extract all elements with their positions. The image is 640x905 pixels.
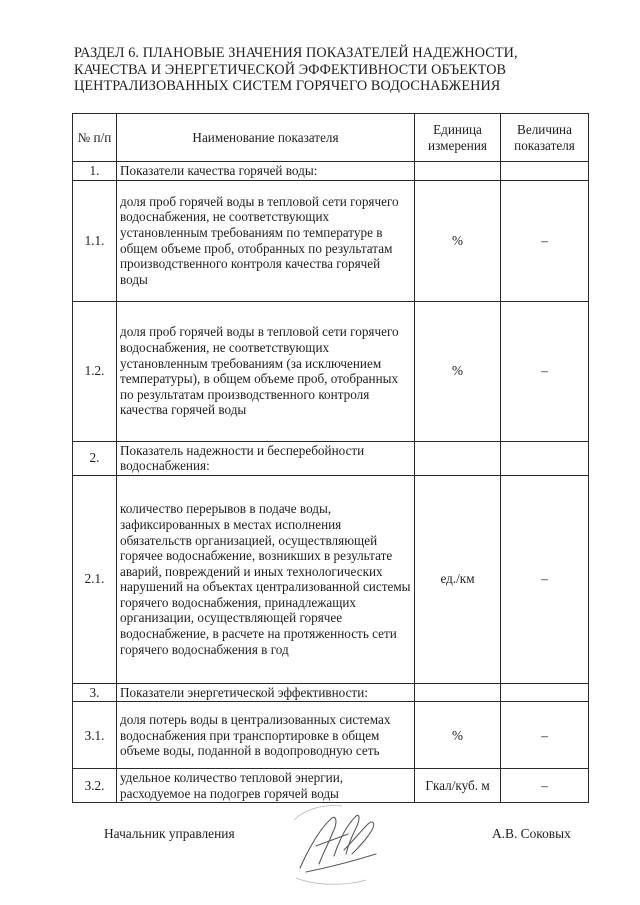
- table-header-row: [73, 114, 589, 162]
- row-unit: [415, 683, 501, 702]
- row-num: 1.2.: [73, 301, 117, 441]
- row-value: [501, 162, 589, 181]
- heading-line-3: ЦЕНТРАЛИЗОВАННЫХ СИСТЕМ ГОРЯЧЕГО ВОДОСНАБЖЕНИЯ: [74, 78, 501, 94]
- table-row: [73, 441, 589, 475]
- row-num: 3.: [73, 683, 117, 702]
- row-unit: Гкал/куб. м: [415, 769, 501, 803]
- table-row: [73, 683, 589, 702]
- table-row: [73, 475, 589, 683]
- row-num: 1.1.: [73, 180, 117, 301]
- table-row: [73, 301, 589, 441]
- row-num: 2.: [73, 441, 117, 475]
- row-name: Показатели качества горячей воды:: [117, 162, 415, 181]
- heading-line-2: КАЧЕСТВА И ЭНЕРГЕТИЧЕСКОЙ ЭФФЕКТИВНОСТИ ОБЪЕКТОВ: [74, 61, 507, 78]
- row-num: 2.1.: [73, 475, 117, 683]
- row-name: Показатели энергетической эффективности:: [117, 683, 415, 702]
- row-name: Показатель надежности и бесперебойности водоснабжения:: [117, 441, 415, 475]
- header-name: Наименование показателя: [117, 114, 415, 162]
- row-unit: %: [415, 180, 501, 301]
- row-name: удельное количество тепловой энергии, расходуемое на подогрев горячей воды: [117, 769, 415, 803]
- signer-name: А.В. Соковых: [492, 826, 571, 841]
- header-num: № п/п: [73, 114, 117, 162]
- row-name: доля проб горячей воды в тепловой сети горячего водоснабжения, не соответствующих установленным требованиям по температуре в общем объеме проб, отобранных по результатам производственного контроля качества горячей воды: [117, 180, 415, 301]
- table-row: [73, 702, 589, 769]
- row-num: 3.1.: [73, 702, 117, 769]
- row-num: 3.2.: [73, 769, 117, 803]
- row-value: –: [501, 301, 589, 441]
- row-value: –: [501, 475, 589, 683]
- header-unit: Единица измерения: [415, 114, 501, 162]
- row-value: –: [501, 702, 589, 769]
- row-unit: ед./км: [415, 475, 501, 683]
- row-num: 1.: [73, 162, 117, 181]
- row-unit: %: [415, 702, 501, 769]
- signer-position: Начальник управления: [104, 826, 235, 841]
- row-value: –: [501, 769, 589, 803]
- row-unit: [415, 162, 501, 181]
- row-name: доля проб горячей воды в тепловой сети горячего водоснабжения, не соответствующих установленным требованиям (за исключением температуры), в общем объеме проб, отобранных по результатам производственного контроля качества горячей воды: [117, 301, 415, 441]
- row-name: доля потерь воды в централизованных системах водоснабжения при транспортировке в общем объеме воды, поданной в водопроводную сеть: [117, 702, 415, 769]
- handwritten-signature: [286, 798, 390, 888]
- table-row: [73, 162, 589, 181]
- heading-line-1: РАЗДЕЛ 6. ПЛАНОВЫЕ ЗНАЧЕНИЯ ПОКАЗАТЕЛЕЙ НАДЕЖНОСТИ,: [74, 45, 518, 61]
- row-unit: %: [415, 301, 501, 441]
- row-value: [501, 683, 589, 702]
- row-name: количество перерывов в подаче воды, зафиксированных в местах исполнения обязательств организацией, осуществляющей горячее водоснабжение, возникших в результате аварий, повреждений и иных технологических нарушений на объектах централизованной системы горячего водоснабжения, принадлежащих организации, осуществляющей горячее водоснабжение, в расчете на протяженность сети горячего водоснабжения в год: [117, 475, 415, 683]
- indicators-table: [72, 113, 589, 803]
- row-value: –: [501, 180, 589, 301]
- table-row: [73, 180, 589, 301]
- row-unit: [415, 441, 501, 475]
- section-heading: [74, 45, 574, 95]
- row-value: [501, 441, 589, 475]
- header-value: Величина показателя: [501, 114, 589, 162]
